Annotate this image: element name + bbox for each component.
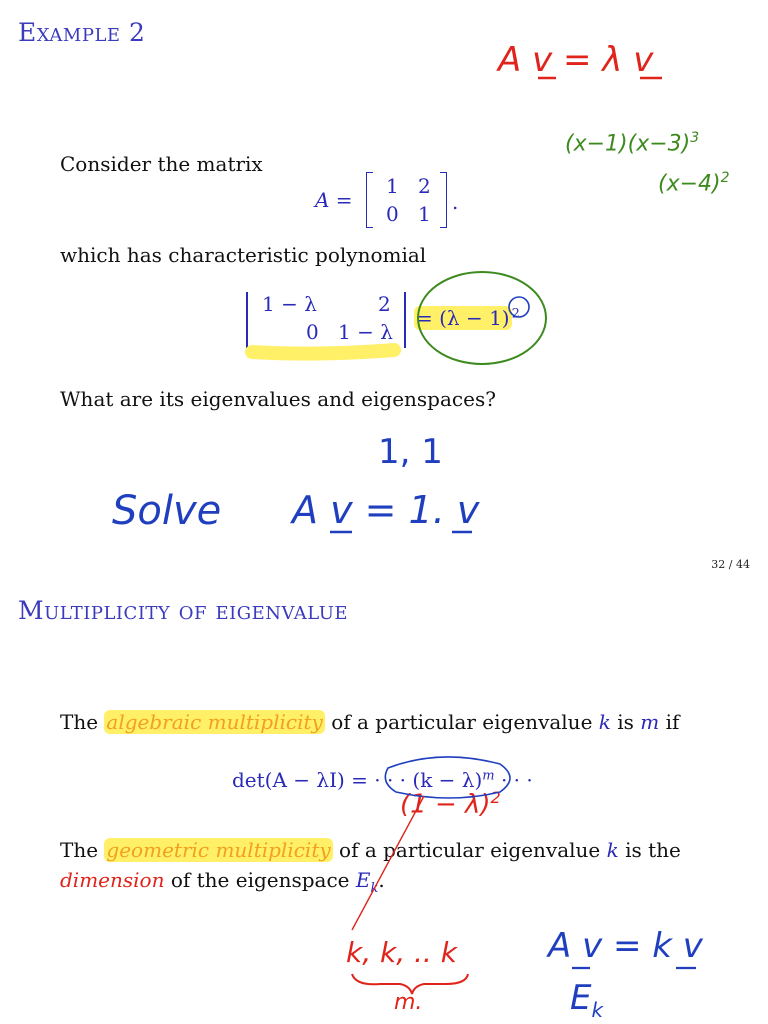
matrix-lhs: A = — [315, 188, 353, 212]
handwritten-k-list: k, k, .. k — [346, 936, 457, 969]
handwritten-akv: A v = k v — [548, 926, 703, 966]
det-rhs-text: = (λ − 1) — [416, 306, 510, 330]
text-is: is — [617, 710, 634, 734]
slide2-ink-strokes — [0, 578, 768, 1024]
exponent-circle — [509, 297, 529, 317]
det-factor: (k − λ) — [412, 768, 483, 792]
det-right: · · · — [500, 768, 533, 792]
green-circle — [418, 272, 546, 364]
text-eigenspace: of the eigenspace — [170, 868, 350, 892]
text-is-the: is the — [625, 838, 681, 862]
handwritten-eigenvalues: 1, 1 — [378, 432, 443, 472]
text-eigenvalue: of a particular eigenvalue — [331, 710, 593, 734]
ek-letter: E — [355, 868, 371, 892]
handwritten-eigen-equation: A v = λ v — [498, 40, 654, 80]
matrix-cell: 1 — [418, 202, 431, 226]
matrix-cell: 1 — [386, 174, 399, 198]
handwritten-m: m. — [394, 990, 423, 1015]
handwritten-solve: Solve — [112, 488, 222, 534]
dimension-term: dimension — [60, 868, 165, 892]
connector-line — [352, 796, 424, 930]
ek-sub: k — [370, 881, 379, 896]
matrix-cell: 0 — [386, 202, 399, 226]
slide-title: Example 2 — [18, 18, 146, 47]
matrix-period: . — [452, 190, 459, 214]
det-cell: 1 − λ — [338, 320, 393, 344]
question-text: What are its eigenvalues and eigenspaces? — [60, 387, 496, 411]
det-cell: 0 — [306, 320, 319, 344]
handwritten-factor-text: (1 − λ) — [400, 789, 491, 820]
slide-title: Multiplicity of eigenvalue — [18, 596, 349, 625]
factor-loop — [385, 757, 510, 798]
characteristic-text: which has characteristic polynomial — [60, 243, 427, 267]
handwritten-poly-1-text: (x−1)(x−3) — [565, 131, 691, 157]
handwritten-poly-2-text: (x−4) — [658, 171, 721, 197]
handwritten-factor-exp: 2 — [490, 788, 501, 807]
consider-text: Consider the matrix — [60, 152, 263, 176]
text-if: if — [665, 710, 680, 734]
det-exp: m — [482, 768, 495, 784]
handwritten-poly-1-exp: 3 — [690, 130, 700, 146]
handwritten-ek-letter: E — [570, 978, 592, 1018]
handwritten-ek-sub: k — [591, 997, 604, 1022]
highlight-stroke — [252, 350, 394, 354]
brace — [352, 974, 468, 994]
var-k: k — [606, 838, 619, 862]
var-k: k — [598, 710, 611, 734]
det-exp: 2 — [511, 306, 520, 322]
page-number: 32 / 44 — [711, 558, 750, 571]
text-the: The — [60, 710, 99, 734]
slide-multiplicity — [0, 578, 768, 1024]
matrix-cell: 2 — [418, 174, 431, 198]
det-cell: 1 − λ — [262, 292, 317, 316]
handwritten-solve-equation: A v = 1. v — [292, 488, 480, 532]
var-m: m — [640, 710, 660, 734]
algebraic-term: algebraic multiplicity — [106, 710, 323, 734]
text-eigenvalue: of a particular eigenvalue — [339, 838, 601, 862]
handwritten-poly-2-exp: 2 — [720, 170, 730, 186]
det-left: det(A − λI) = · · · — [232, 768, 407, 792]
det-cell: 2 — [378, 292, 391, 316]
geometric-term: geometric multiplicity — [106, 838, 331, 862]
ek-dot: . — [378, 868, 385, 892]
text-the: The — [60, 838, 99, 862]
